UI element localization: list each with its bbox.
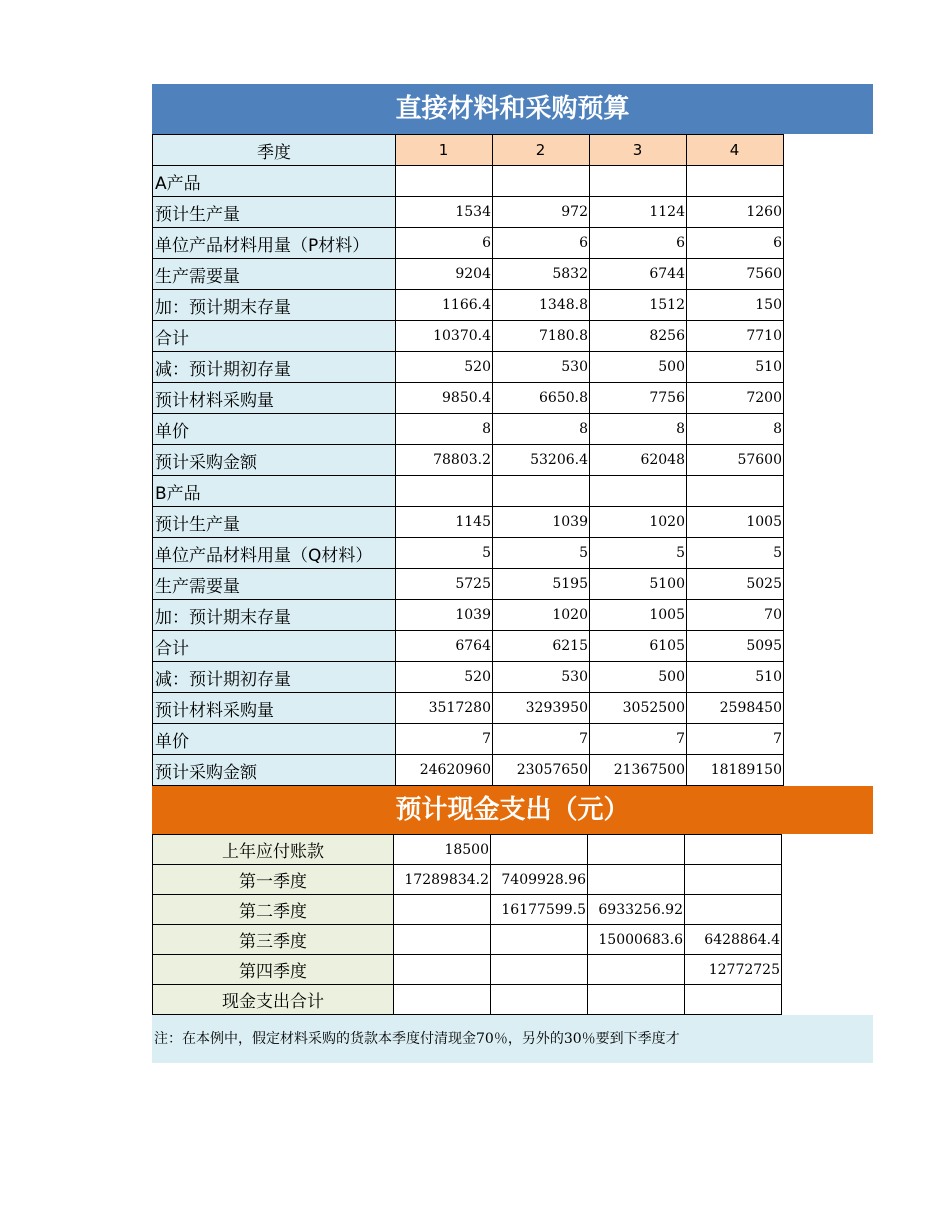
value-cell-q4[interactable]: 150 xyxy=(687,290,784,321)
value-cell-q1[interactable]: 1166.4 xyxy=(396,290,493,321)
value-cell-q3[interactable] xyxy=(588,865,685,895)
value-cell-q1[interactable]: 18500 xyxy=(394,835,491,865)
value-cell-q1[interactable]: 6764 xyxy=(396,631,493,662)
row-label-cell[interactable]: 加：预计期末存量 xyxy=(153,600,396,631)
value-cell-q1[interactable]: 24620960 xyxy=(396,755,493,786)
value-cell-q3[interactable]: 3052500 xyxy=(590,693,687,724)
row-label-cell[interactable]: 预计生产量 xyxy=(153,507,396,538)
value-cell-q2[interactable]: 3293950 xyxy=(493,693,590,724)
table-row xyxy=(153,383,784,414)
value-cell-q1[interactable] xyxy=(396,166,493,197)
table-row xyxy=(153,166,784,197)
table-row xyxy=(153,507,784,538)
cash-table xyxy=(152,834,782,1015)
value-cell-q2[interactable]: 530 xyxy=(493,352,590,383)
main-title: 直接材料和采购预算 xyxy=(152,84,873,134)
value-cell-q3[interactable]: 5100 xyxy=(590,569,687,600)
value-cell-q2[interactable]: 6 xyxy=(493,228,590,259)
value-cell-q3[interactable]: 1020 xyxy=(590,507,687,538)
value-cell-q2[interactable]: 7 xyxy=(493,724,590,755)
value-cell-q2[interactable] xyxy=(491,835,588,865)
row-label-cell[interactable]: 现金支出合计 xyxy=(153,985,394,1015)
header-quarter-4[interactable]: 4 xyxy=(687,135,784,166)
value-cell-q1[interactable]: 1039 xyxy=(396,600,493,631)
value-cell-q3[interactable]: 21367500 xyxy=(590,755,687,786)
value-cell-q4[interactable]: 5 xyxy=(687,538,784,569)
table-row xyxy=(153,290,784,321)
table-row xyxy=(153,476,784,507)
value-cell-q3[interactable]: 500 xyxy=(590,662,687,693)
row-label-cell[interactable]: 生产需要量 xyxy=(153,569,396,600)
value-cell-q2[interactable]: 5832 xyxy=(493,259,590,290)
table-row xyxy=(153,755,784,786)
value-cell-q4[interactable]: 12772725 xyxy=(685,955,782,985)
value-cell-q4[interactable]: 5095 xyxy=(687,631,784,662)
row-label-cell[interactable]: 第一季度 xyxy=(153,865,394,895)
row-label-cell[interactable]: A产品 xyxy=(153,166,396,197)
header-quarter-3[interactable]: 3 xyxy=(590,135,687,166)
row-label-cell[interactable]: B产品 xyxy=(153,476,396,507)
value-cell-q1[interactable]: 9204 xyxy=(396,259,493,290)
note-area xyxy=(152,1015,873,1063)
budget-sheet xyxy=(152,84,873,1063)
value-cell-q3[interactable] xyxy=(588,985,685,1015)
value-cell-q1[interactable]: 8 xyxy=(396,414,493,445)
row-label-cell[interactable]: 预计材料采购量 xyxy=(153,383,396,414)
value-cell-q1[interactable]: 5 xyxy=(396,538,493,569)
table-row xyxy=(153,865,782,895)
value-cell-q1[interactable]: 1145 xyxy=(396,507,493,538)
value-cell-q4[interactable]: 70 xyxy=(687,600,784,631)
value-cell-q4[interactable]: 510 xyxy=(687,662,784,693)
value-cell-q3[interactable] xyxy=(588,835,685,865)
row-label-cell[interactable]: 单价 xyxy=(153,724,396,755)
value-cell-q4[interactable]: 510 xyxy=(687,352,784,383)
row-label-cell[interactable]: 单位产品材料用量（Q材料） xyxy=(153,538,396,569)
row-label-cell[interactable]: 预计采购金额 xyxy=(153,445,396,476)
table-row xyxy=(153,259,784,290)
row-label-cell[interactable]: 合计 xyxy=(153,631,396,662)
table-row xyxy=(153,724,784,755)
cash-title: 预计现金支出（元） xyxy=(152,786,873,834)
value-cell-q2[interactable]: 6650.8 xyxy=(493,383,590,414)
value-cell-q2[interactable]: 6215 xyxy=(493,631,590,662)
row-label-cell[interactable]: 减：预计期初存量 xyxy=(153,662,396,693)
value-cell-q4[interactable]: 5025 xyxy=(687,569,784,600)
value-cell-q1[interactable]: 5725 xyxy=(396,569,493,600)
value-cell-q4[interactable]: 1005 xyxy=(687,507,784,538)
row-label-cell[interactable]: 生产需要量 xyxy=(153,259,396,290)
row-label-cell[interactable]: 预计材料采购量 xyxy=(153,693,396,724)
value-cell-q1[interactable]: 17289834.2 xyxy=(394,865,491,895)
value-cell-q2[interactable]: 16177599.5 xyxy=(491,895,588,925)
header-label-cell[interactable]: 季度 xyxy=(153,135,396,166)
table-row xyxy=(153,197,784,228)
value-cell-q1[interactable]: 7 xyxy=(396,724,493,755)
value-cell-q2[interactable]: 8 xyxy=(493,414,590,445)
value-cell-q1[interactable]: 9850.4 xyxy=(396,383,493,414)
value-cell-q4[interactable]: 6428864.4 xyxy=(685,925,782,955)
value-cell-q1[interactable]: 10370.4 xyxy=(396,321,493,352)
value-cell-q3[interactable]: 6933256.92 xyxy=(588,895,685,925)
value-cell-q3[interactable]: 8256 xyxy=(590,321,687,352)
value-cell-q4[interactable] xyxy=(687,476,784,507)
value-cell-q4[interactable]: 57600 xyxy=(687,445,784,476)
table-row xyxy=(153,693,784,724)
value-cell-q4[interactable]: 7710 xyxy=(687,321,784,352)
value-cell-q3[interactable]: 6105 xyxy=(590,631,687,662)
value-cell-q1[interactable]: 1534 xyxy=(396,197,493,228)
value-cell-q3[interactable] xyxy=(588,955,685,985)
row-label-cell[interactable]: 加：预计期末存量 xyxy=(153,290,396,321)
value-cell-q4[interactable] xyxy=(685,895,782,925)
row-label-cell[interactable]: 合计 xyxy=(153,321,396,352)
table-row xyxy=(153,352,784,383)
row-label-cell[interactable]: 上年应付账款 xyxy=(153,835,394,865)
value-cell-q2[interactable]: 1039 xyxy=(493,507,590,538)
value-cell-q3[interactable]: 62048 xyxy=(590,445,687,476)
value-cell-q3[interactable]: 1124 xyxy=(590,197,687,228)
value-cell-q1[interactable] xyxy=(394,925,491,955)
value-cell-q1[interactable] xyxy=(394,985,491,1015)
table-row xyxy=(153,445,784,476)
table-row xyxy=(153,662,784,693)
value-cell-q2[interactable]: 5195 xyxy=(493,569,590,600)
value-cell-q2[interactable] xyxy=(493,476,590,507)
value-cell-q4[interactable]: 8 xyxy=(687,414,784,445)
table-row xyxy=(153,414,784,445)
value-cell-q2[interactable]: 1348.8 xyxy=(493,290,590,321)
value-cell-q3[interactable]: 8 xyxy=(590,414,687,445)
value-cell-q1[interactable]: 6 xyxy=(396,228,493,259)
value-cell-q2[interactable]: 1020 xyxy=(493,600,590,631)
value-cell-q2[interactable]: 530 xyxy=(493,662,590,693)
value-cell-q4[interactable]: 18189150 xyxy=(687,755,784,786)
value-cell-q4[interactable] xyxy=(685,865,782,895)
table-row xyxy=(153,955,782,985)
value-cell-q2[interactable] xyxy=(493,166,590,197)
value-cell-q2[interactable] xyxy=(491,955,588,985)
value-cell-q4[interactable]: 7560 xyxy=(687,259,784,290)
materials-table xyxy=(152,134,784,786)
value-cell-q2[interactable] xyxy=(491,925,588,955)
row-label-cell[interactable]: 单价 xyxy=(153,414,396,445)
value-cell-q3[interactable]: 6 xyxy=(590,228,687,259)
value-cell-q3[interactable]: 7 xyxy=(590,724,687,755)
value-cell-q2[interactable] xyxy=(491,985,588,1015)
value-cell-q3[interactable]: 7756 xyxy=(590,383,687,414)
row-label-cell[interactable]: 预计生产量 xyxy=(153,197,396,228)
table-row xyxy=(153,600,784,631)
row-label-cell[interactable]: 第三季度 xyxy=(153,925,394,955)
value-cell-q3[interactable]: 500 xyxy=(590,352,687,383)
note-text[interactable]: 注：在本例中，假定材料采购的货款本季度付清现金70％，另外的30％要到下季度才 xyxy=(152,1015,777,1063)
value-cell-q1[interactable] xyxy=(394,895,491,925)
row-label-cell[interactable]: 单位产品材料用量（P材料） xyxy=(153,228,396,259)
value-cell-q4[interactable]: 7 xyxy=(687,724,784,755)
header-row xyxy=(153,135,784,166)
value-cell-q4[interactable]: 1260 xyxy=(687,197,784,228)
value-cell-q2[interactable]: 53206.4 xyxy=(493,445,590,476)
header-quarter-1[interactable]: 1 xyxy=(396,135,493,166)
value-cell-q2[interactable]: 23057650 xyxy=(493,755,590,786)
value-cell-q3[interactable]: 1512 xyxy=(590,290,687,321)
table-row xyxy=(153,985,782,1015)
value-cell-q3[interactable] xyxy=(590,476,687,507)
row-label-cell[interactable]: 预计采购金额 xyxy=(153,755,396,786)
value-cell-q2[interactable]: 7409928.96 xyxy=(491,865,588,895)
value-cell-q4[interactable] xyxy=(685,985,782,1015)
value-cell-q4[interactable] xyxy=(687,166,784,197)
value-cell-q2[interactable]: 972 xyxy=(493,197,590,228)
table-row xyxy=(153,631,784,662)
value-cell-q3[interactable]: 1005 xyxy=(590,600,687,631)
value-cell-q3[interactable]: 15000683.6 xyxy=(588,925,685,955)
value-cell-q3[interactable] xyxy=(590,166,687,197)
value-cell-q1[interactable] xyxy=(394,955,491,985)
value-cell-q1[interactable]: 520 xyxy=(396,662,493,693)
row-label-cell[interactable]: 减：预计期初存量 xyxy=(153,352,396,383)
table-row xyxy=(153,569,784,600)
value-cell-q1[interactable] xyxy=(396,476,493,507)
value-cell-q3[interactable]: 6744 xyxy=(590,259,687,290)
value-cell-q1[interactable]: 520 xyxy=(396,352,493,383)
table-row xyxy=(153,321,784,352)
header-quarter-2[interactable]: 2 xyxy=(493,135,590,166)
row-label-cell[interactable]: 第二季度 xyxy=(153,895,394,925)
value-cell-q3[interactable]: 5 xyxy=(590,538,687,569)
value-cell-q1[interactable]: 3517280 xyxy=(396,693,493,724)
row-label-cell[interactable]: 第四季度 xyxy=(153,955,394,985)
table-row xyxy=(153,835,782,865)
value-cell-q4[interactable]: 2598450 xyxy=(687,693,784,724)
table-row xyxy=(153,228,784,259)
table-row xyxy=(153,925,782,955)
table-row xyxy=(153,895,782,925)
value-cell-q2[interactable]: 7180.8 xyxy=(493,321,590,352)
value-cell-q2[interactable]: 5 xyxy=(493,538,590,569)
value-cell-q4[interactable] xyxy=(685,835,782,865)
value-cell-q4[interactable]: 6 xyxy=(687,228,784,259)
value-cell-q4[interactable]: 7200 xyxy=(687,383,784,414)
table-row xyxy=(153,538,784,569)
value-cell-q1[interactable]: 78803.2 xyxy=(396,445,493,476)
